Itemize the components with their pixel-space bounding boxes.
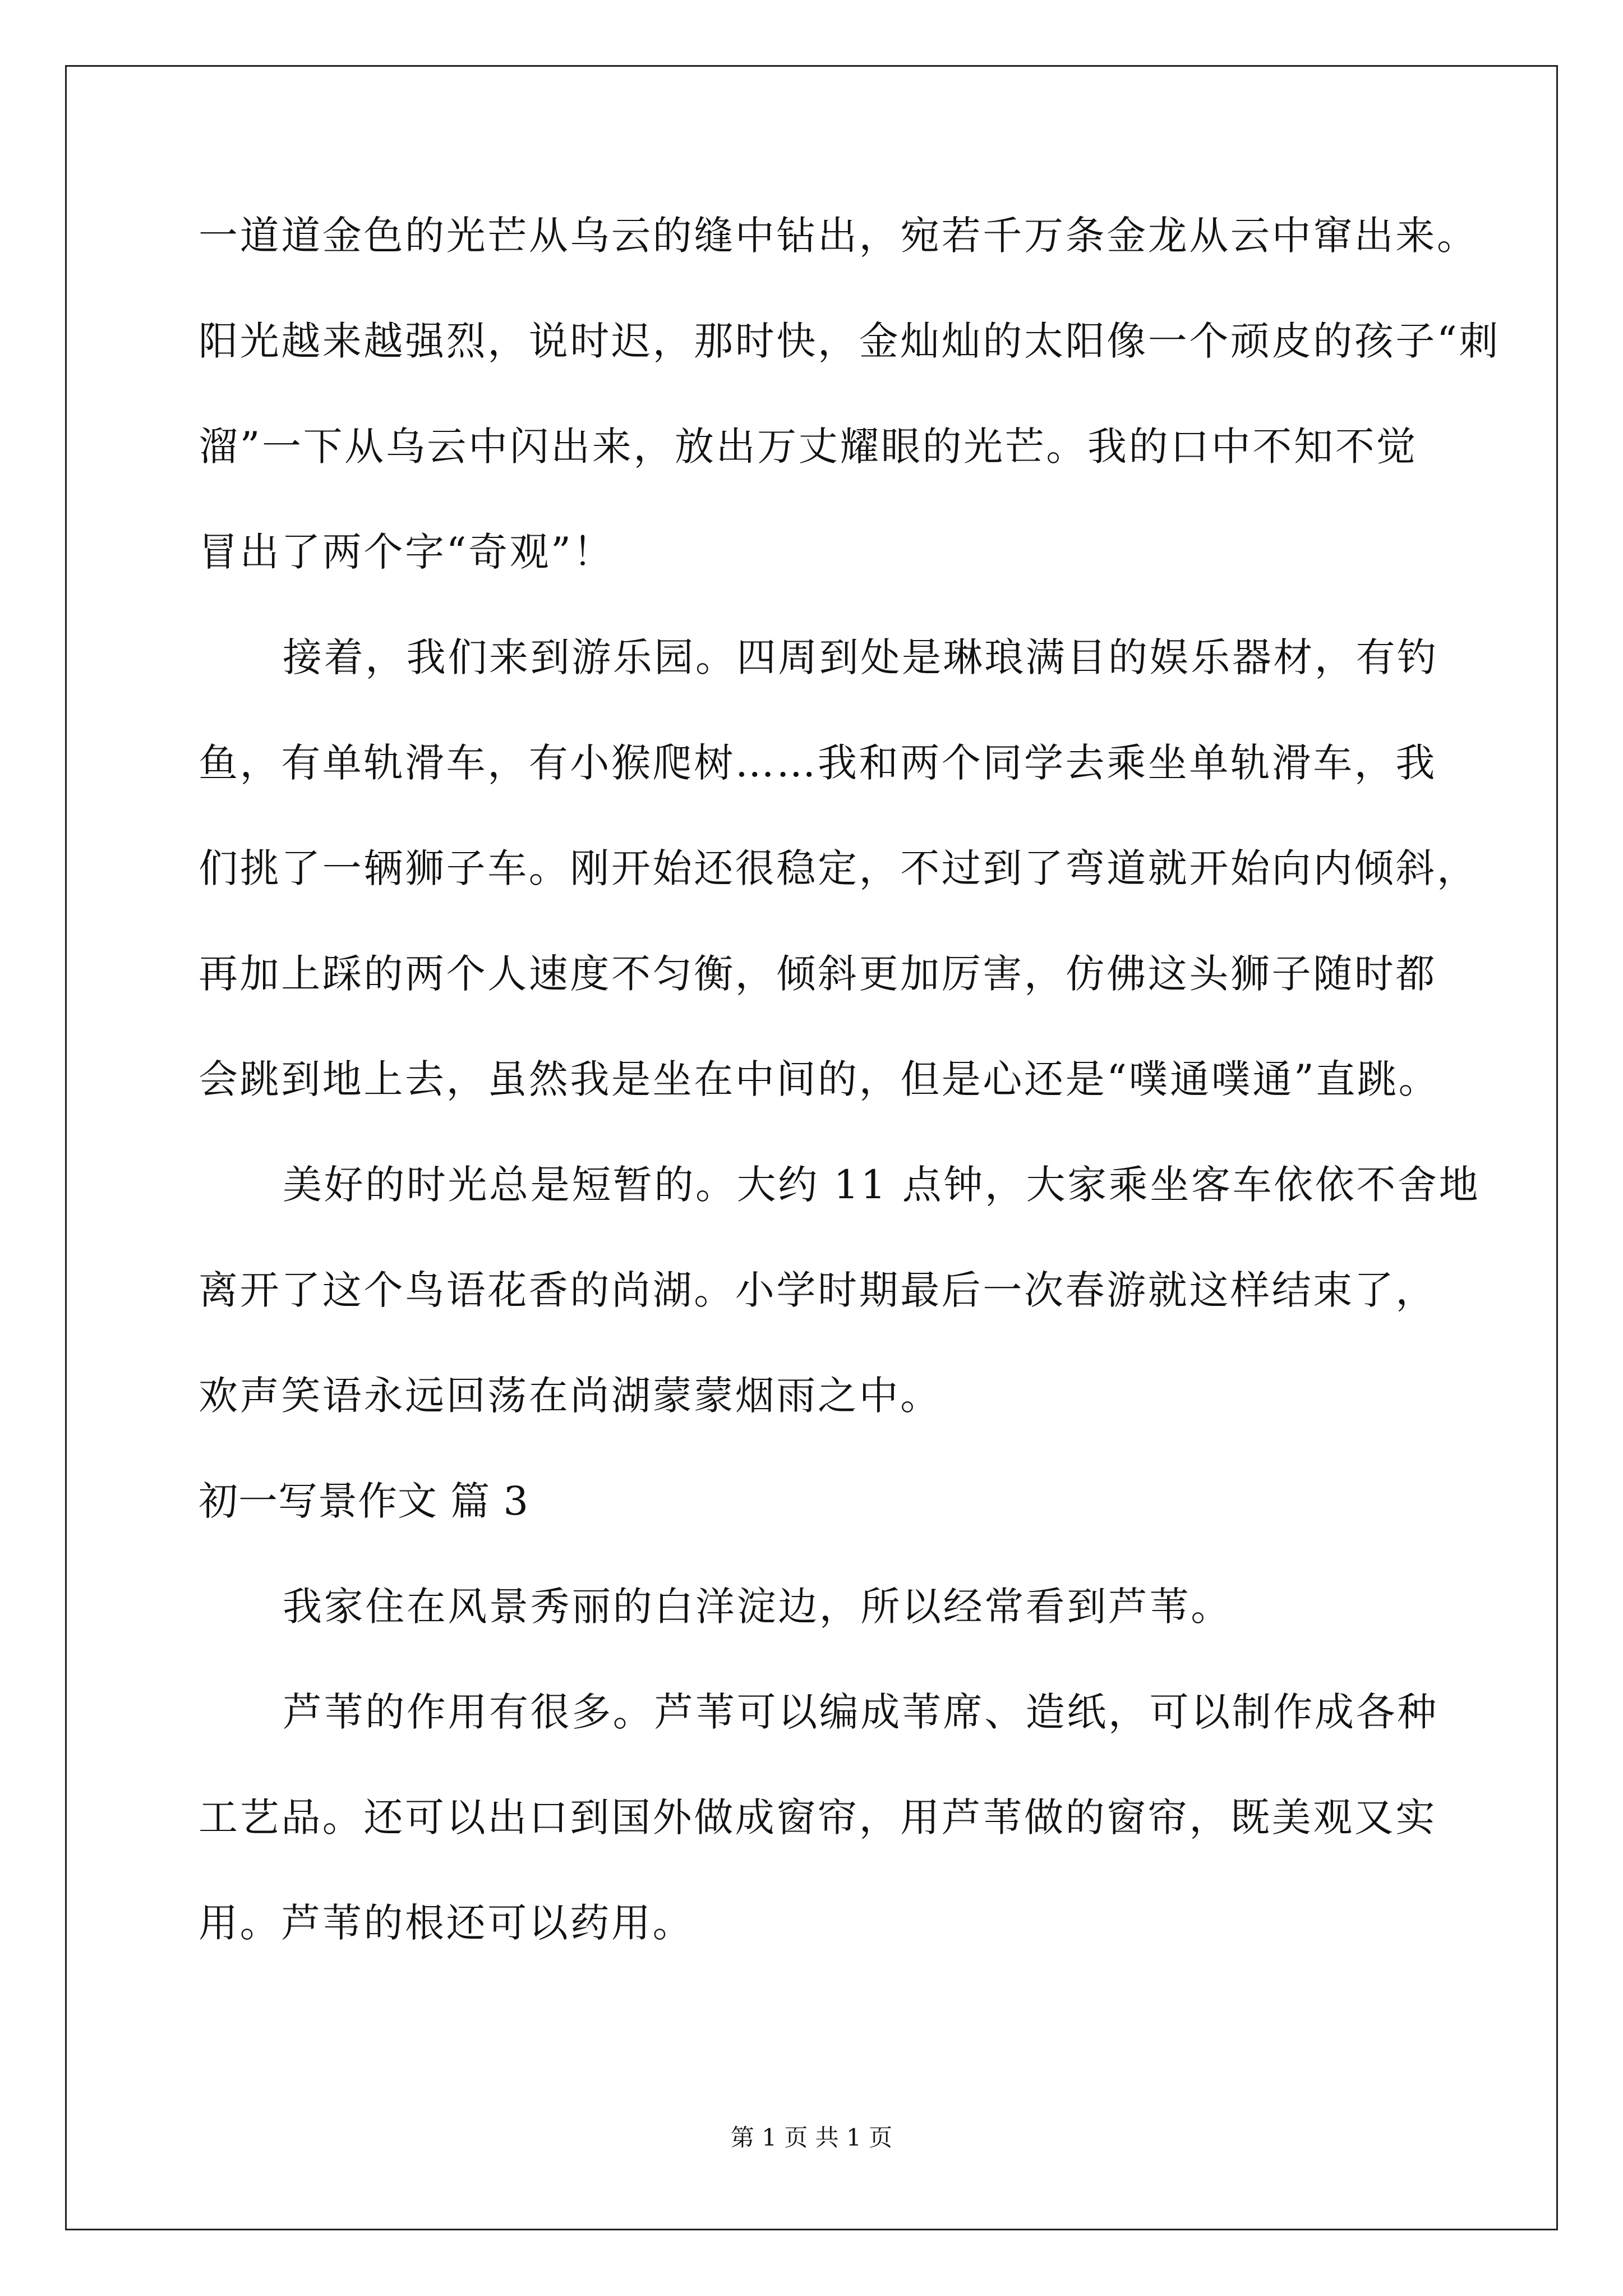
text-line: 冒出了两个字“奇观”！ (199, 529, 615, 575)
text-line: 工艺品。还可以出口到国外做成窗帘，用芦苇做的窗帘，既美观又实 (199, 1795, 1437, 1841)
text-line: 我家住在风景秀丽的白洋淀边，所以经常看到芦苇。 (283, 1584, 1232, 1630)
text-line: 一道道金色的光芒从乌云的缝中钻出，宛若千万条金龙从云中窜出来。 (199, 213, 1478, 259)
text-line: 美好的时光总是短暂的。大约 11 点钟，大家乘坐客车依依不舍地 (283, 1162, 1481, 1208)
text-line: 离开了这个鸟语花香的尚湖。小学时期最后一次春游就这样结束了， (199, 1267, 1437, 1313)
section-heading: 初一写景作文 篇 3 (199, 1478, 529, 1524)
text-line: 鱼，有单轨滑车，有小猴爬树……我和两个同学去乘坐单轨滑车，我 (199, 740, 1437, 786)
text-line: 们挑了一辆狮子车。刚开始还很稳定，不过到了弯道就开始向内倾斜， (199, 845, 1478, 891)
page-footer: 第 1 页 共 1 页 (730, 2124, 893, 2151)
text-line: 会跳到地上去，虽然我是坐在中间的，但是心还是“噗通噗通”直跳。 (199, 1056, 1440, 1102)
text-line: 再加上踩的两个人速度不匀衡，倾斜更加厉害，仿佛这头狮子随时都 (199, 951, 1437, 997)
text-line: 欢声笑语永远回荡在尚湖蒙蒙烟雨之中。 (199, 1373, 942, 1419)
text-line: 用。芦苇的根还可以药用。 (199, 1900, 694, 1946)
text-line: 芦苇的作用有很多。芦苇可以编成苇席、造纸，可以制作成各种 (283, 1689, 1438, 1735)
text-line: 阳光越来越强烈，说时迟，那时快，金灿灿的太阳像一个顽皮的孩子“刺 (199, 318, 1500, 364)
text-line: 溜”一下从乌云中闪出来，放出万丈耀眼的光芒。我的口中不知不觉 (199, 424, 1418, 470)
document-body (199, 208, 1500, 2000)
text-line: 接着，我们来到游乐园。四周到处是琳琅满目的娱乐器材，有钓 (283, 634, 1438, 680)
